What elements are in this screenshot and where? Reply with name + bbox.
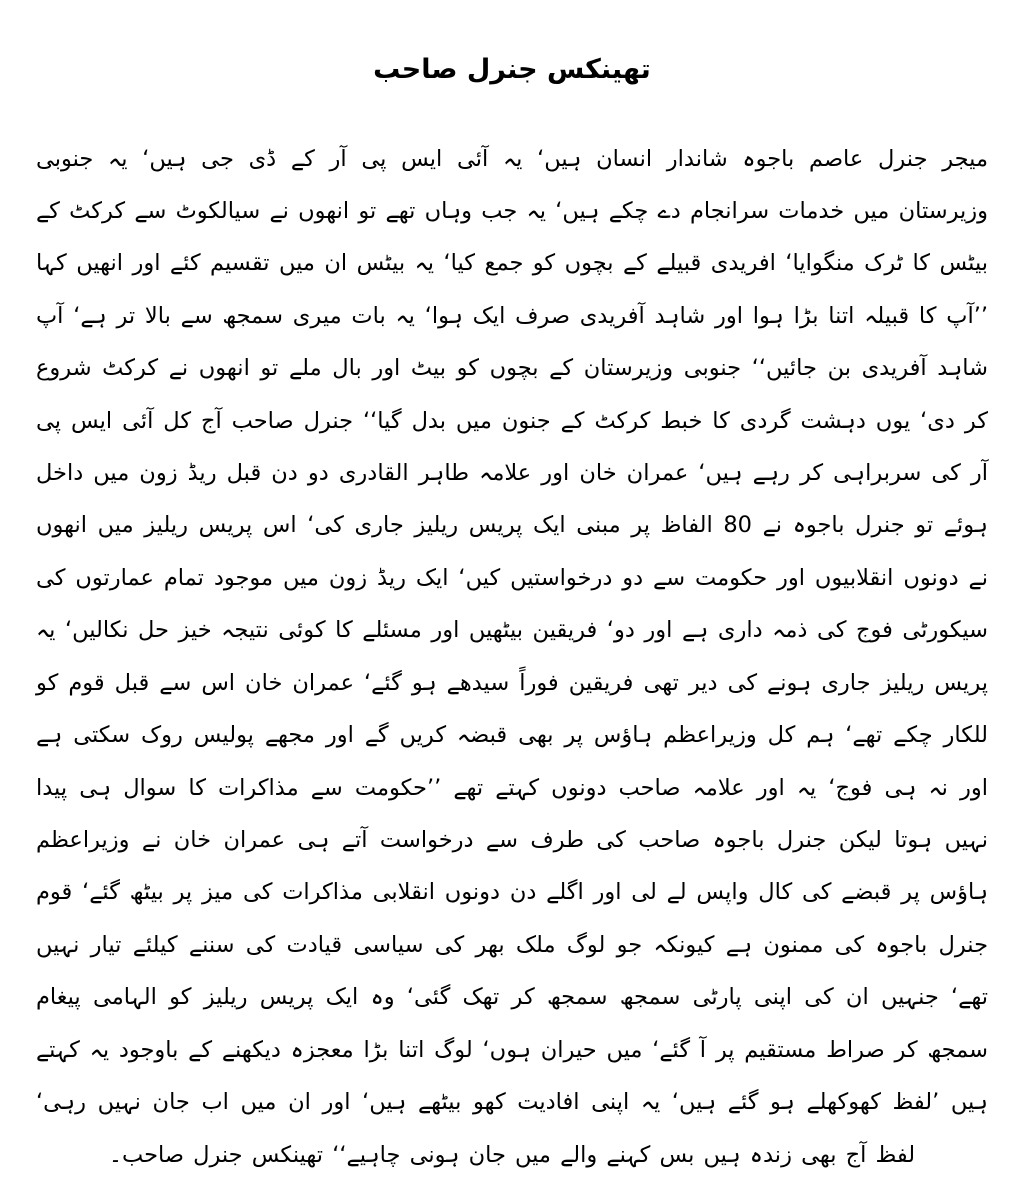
page-title: تھینکس جنرل صاحب (373, 54, 651, 85)
article-paragraph: میجر جنرل عاصم باجوہ شاندار انسان ہیں‘ یہ آئی ایس پی آر کے ڈی جی ہیں‘ یہ جنوبی وزیرستان میں خدمات سرانجام دے چکے ہیں‘ یہ جب وہاں تھے تو انھوں نے سیالکوٹ سے کرکٹ کے بیٹس کا ٹرک منگوایا‘ افریدی قبیلے کے بچوں کو جمع کیا‘ یہ بیٹس ان میں تقسیم کئے اور انھیں کہا ’’آپ کا قبیلہ اتنا بڑا ہوا اور شاہد آفریدی صرف ایک ہوا‘ یہ بات میری سمجھ سے بالا تر ہے‘ آپ شاہد آفریدی بن جائیں‘‘ جنوبی وزیرستان کے بچوں کو بیٹ اور بال ملے تو انھوں نے کرکٹ شروع کر دی‘ یوں دہشت گردی کا خبط کرکٹ کے جنون میں بدل گیا‘‘ جنرل صاحب آج کل آئی ایس پی آر کی سربراہی کر رہے ہیں‘ عمران خان اور علامہ طاہر القادری دو دن قبل ریڈ زون میں داخل ہوئے تو جنرل باجوہ نے 80 الفاظ پر مبنی ایک پریس ریلیز جاری کی‘ اس پریس ریلیز میں انھوں نے دونوں انقلابیوں اور حکومت سے دو درخواستیں کیں‘ ایک ریڈ زون میں موجود تمام عمارتوں کی سیکورٹی فوج کی ذمہ داری ہے اور دو‘ فریقین بیٹھیں اور مسئلے کا کوئی نتیجہ خیز حل نکالیں‘ یہ پریس ریلیز جاری ہونے کی دیر تھی فریقین فوراً سیدھے ہو گئے‘ عمران خان اس سے قبل قوم کو للکار چکے تھے‘ ہم کل وزیراعظم ہاؤس پر بھی قبضہ کریں گے اور مجھے پولیس روک سکتی ہے اور نہ ہی فوج‘ یہ اور علامہ صاحب دونوں کہتے تھے ’’حکومت سے مذاکرات کا سوال ہی پیدا نہیں ہوتا لیکن جنرل باجوہ صاحب کی طرف سے درخواست آتے ہی عمران خان نے وزیراعظم ہاؤس پر قبضے کی کال واپس لے لی اور اگلے دن دونوں انقلابی مذاکرات کی میز پر بیٹھ گئے‘ قوم جنرل باجوہ کی ممنون ہے کیونکہ جو لوگ ملک بھر کی سیاسی قیادت کی سننے کیلئے تیار نہیں تھے‘ جنہیں ان کی اپنی پارٹی سمجھ سمجھ کر تھک گئی‘ وہ ایک پریس ریلیز کو الہامی پیغام سمجھ کر صراط مستقیم پر آ گئے‘ میں حیران ہوں‘ لوگ اتنا بڑا معجزہ دیکھنے کے باوجود یہ کہتے ہیں ’لفظ کھوکھلے ہو گئے ہیں‘ یہ اپنی افادیت کھو بیٹھے ہیں‘ اور ان میں اب جان نہیں رہی‘ لفظ آج بھی زندہ ہیں بس کہنے والے میں جان ہونی چاہیے‘‘ تھینکس جنرل صاحب۔ (36, 145, 988, 1168)
article-body (36, 133, 988, 1181)
